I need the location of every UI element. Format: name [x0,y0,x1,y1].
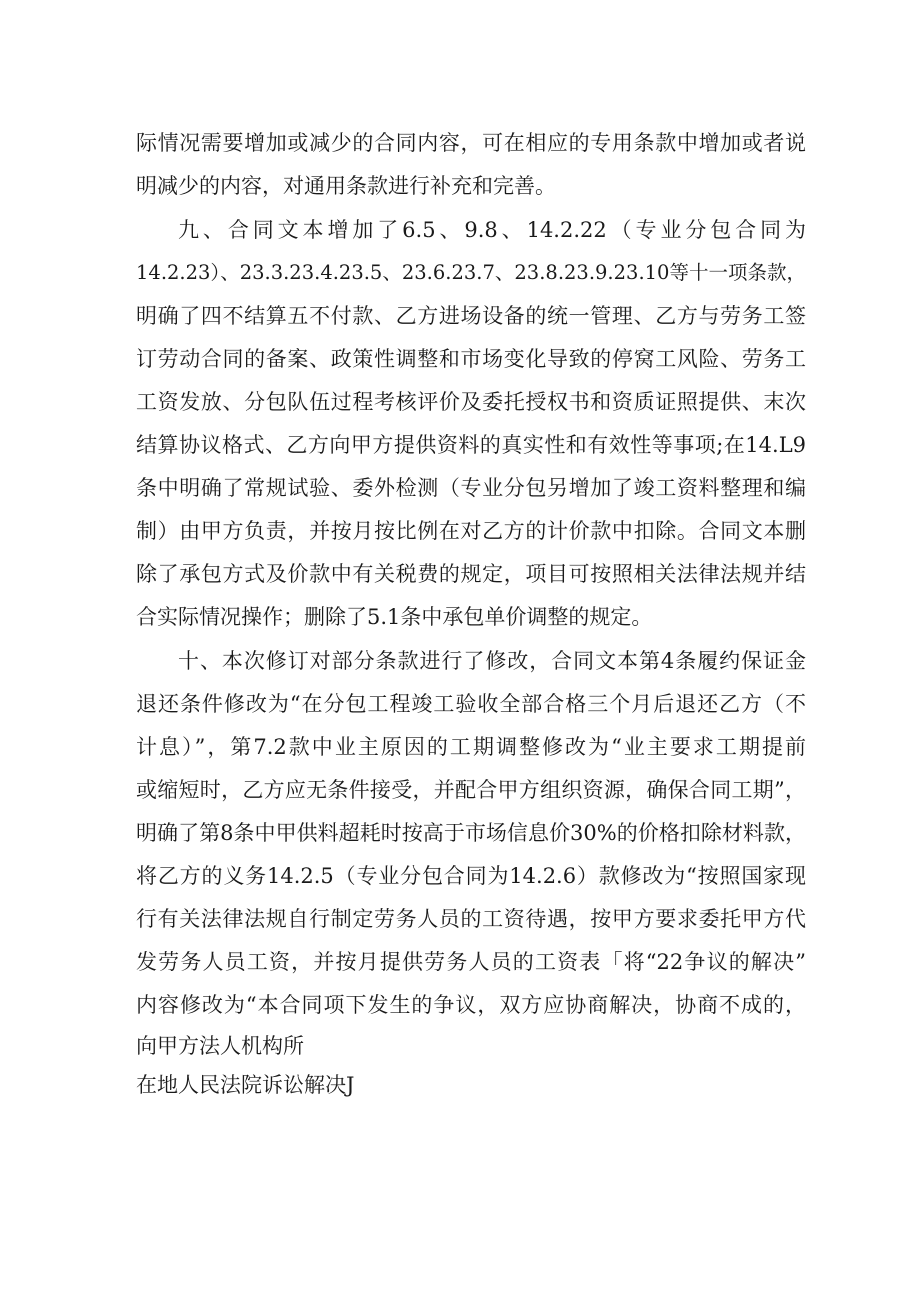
text-line: 明确了四不结算五不付款、乙方进场设备的统一管理、乙方与劳务工签 [136,304,806,328]
text-line: 际情况需要增加或减少的合同内容，可在相应的专用条款中增加或者说 [136,131,806,155]
text-line: 除了承包方式及价款中有关税费的规定，项目可按照相关法律法规并结 [136,562,806,586]
text-line: 内容修改为“本合同项下发生的争议，双方应协商解决，协商不成的， [136,993,806,1017]
text-line: 九、合同文本增加了6.5、9.8、14.2.22（专业分包合同为 [178,218,806,242]
text-line: 工资发放、分包队伍过程考核评价及委托授权书和资质证照提供、末次 [136,390,806,414]
text-line: 条中明确了常规试验、委外检测（专业分包另增加了竣工资料整理和编 [136,476,806,500]
text-line: 明确了第8条中甲供料超耗时按高于市场信息价30%的价格扣除材料款， [136,821,806,845]
text-line: 明减少的内容，对通用条款进行补充和完善。 [136,174,556,198]
text-line: 结算协议格式、乙方向甲方提供资料的真实性和有效性等事项;在14.L9 [136,433,806,457]
text-line: 在地人民法院诉讼解决J [136,1073,355,1097]
text-line: 十、本次修订对部分条款进行了修改，合同文本第4条履约保证金 [178,649,806,673]
text-line: 向甲方法人机构所 [136,1034,304,1058]
text-line: 发劳务人员工资，并按月提供劳务人员的工资表「将“22争议的解决” [136,950,806,974]
text-line: 计息）”，第7.2款中业主原因的工期调整修改为“业主要求工期提前 [136,735,806,759]
text-line: 14.2.23）、23.3.23.4.23.5、23.6.23.7、23.8.23.9.23.10等十一项条款， [136,261,806,284]
text-line: 行有关法律法规自行制定劳务人员的工资待遇，按甲方要求委托甲方代 [136,907,806,931]
text-line: 制）由甲方负责，并按月按比例在对乙方的计价款中扣除。合同文本删 [136,519,806,543]
text-line: 合实际情况操作；删除了5.1条中承包单价调整的规定。 [136,605,653,629]
text-line: 订劳动合同的备案、政策性调整和市场变化导致的停窝工风险、劳务工 [136,347,806,371]
text-line: 将乙方的义务14.2.5（专业分包合同为14.2.6）款修改为“按照国家现 [136,864,806,888]
text-line: 退还条件修改为“在分包工程竣工验收全部合格三个月后退还乙方（不 [136,692,806,716]
text-line: 或缩短时，乙方应无条件接受，并配合甲方组织资源，确保合同工期”， [136,778,806,802]
